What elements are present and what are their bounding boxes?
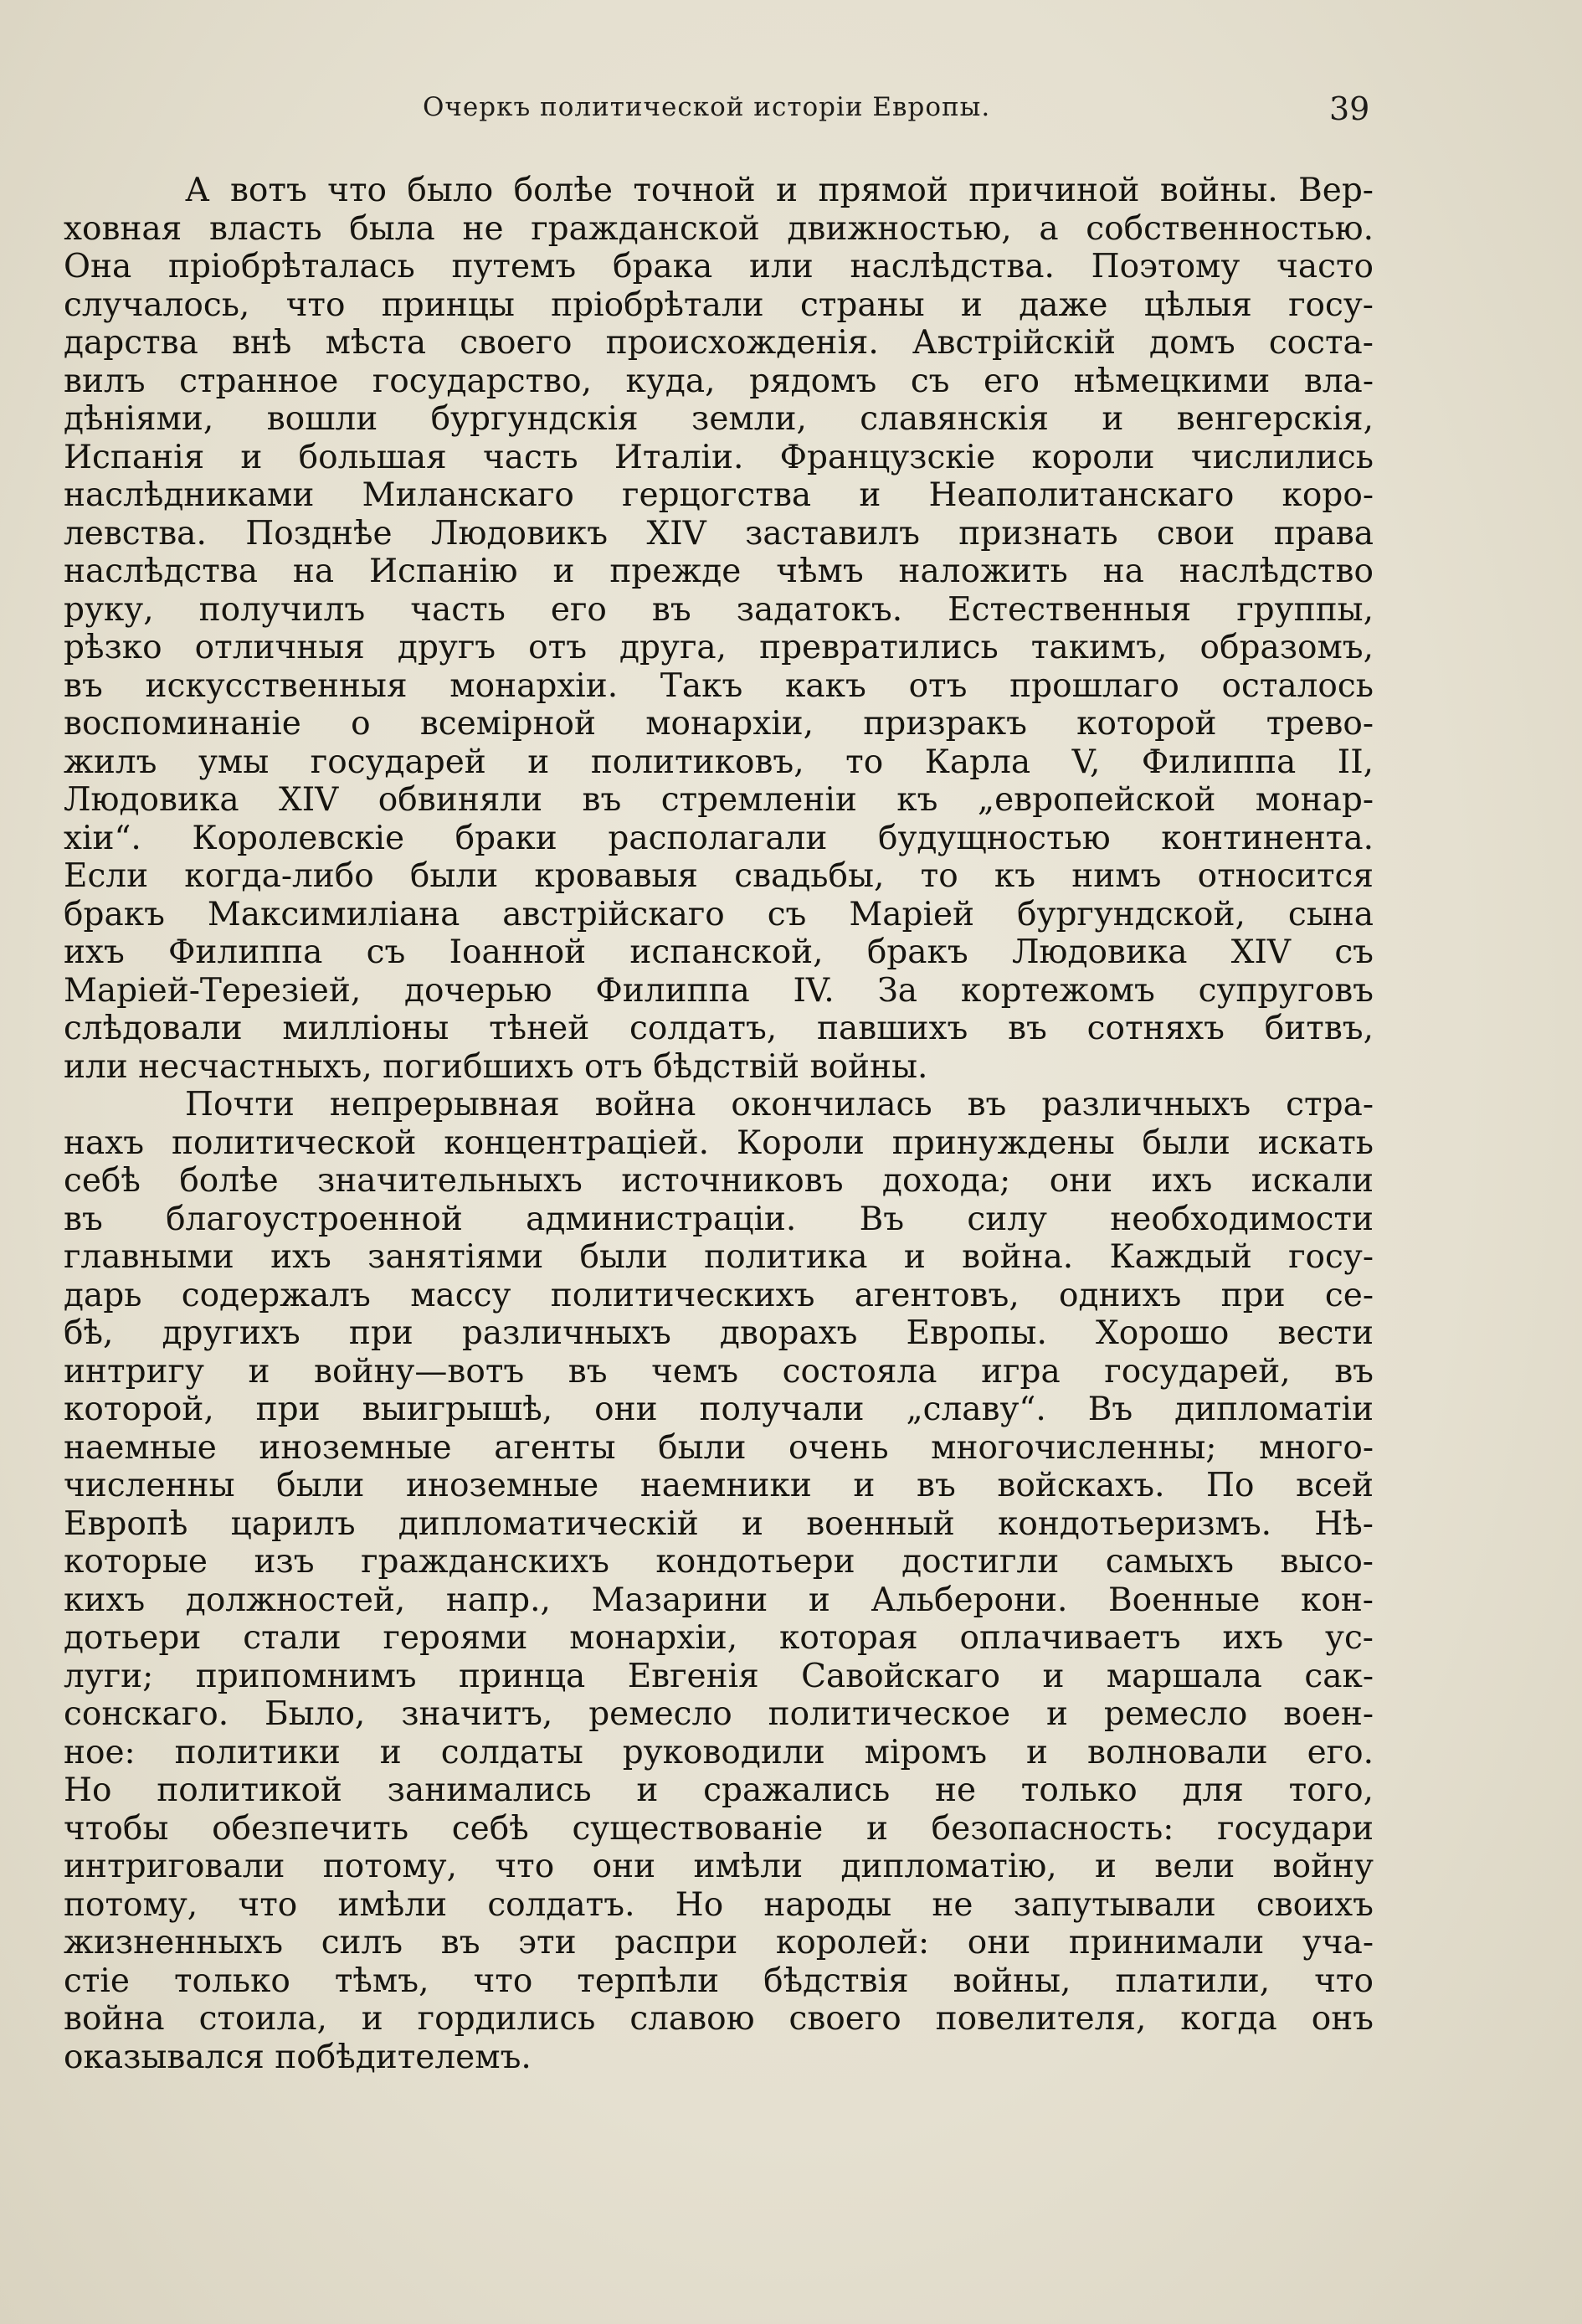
text-line: численны были иноземные наемники и въ войскахъ. По всей	[64, 1467, 1374, 1504]
text-line: интриговали потому, что они имѣли дипломатію, и вели войну	[64, 1848, 1374, 1885]
text-line: Она пріобрѣталась путемъ брака или наслѣдства. Поэтому часто	[64, 248, 1374, 285]
text-line: ное: политики и солдаты руководили міромъ и волновали его.	[64, 1733, 1374, 1771]
text-line: слѣдовали милліоны тѣней солдатъ, павшихъ въ сотняхъ битвъ,	[64, 1010, 1374, 1047]
text-line: жизненныхъ силъ въ эти распри королей: они принимали уча-	[64, 1924, 1374, 1962]
text-line: главными ихъ занятіями были политика и война. Каждый госу-	[64, 1238, 1374, 1276]
text-line: стіе только тѣмъ, что терпѣли бѣдствія войны, платили, что	[64, 1962, 1374, 2000]
text-line: наслѣдства на Испанію и прежде чѣмъ наложить на наслѣдство	[64, 553, 1374, 590]
text-line: оказывался побѣдителемъ.	[64, 2038, 532, 2076]
text-line: Но политикой занимались и сражались не только для того,	[64, 1771, 1374, 1809]
text-line: война стоила, и гордились славою своего повелителя, когда онъ	[64, 2000, 1374, 2038]
text-line: Маріей-Терезіей, дочерью Филиппа IV. За кортежомъ супруговъ	[64, 971, 1374, 1010]
text-line: Почти непрерывная война окончилась въ различныхъ стра-	[185, 1086, 1374, 1123]
text-line: хіи“. Королевскіе браки располагали будущностью континента.	[64, 819, 1374, 857]
text-line: себѣ болѣе значительныхъ источниковъ дохода; они ихъ искали	[64, 1162, 1374, 1200]
text-line: воспоминаніе о всемірной монархіи, призракъ которой трево-	[64, 705, 1374, 743]
text-line: дотьери стали героями монархіи, которая оплачиваетъ ихъ ус-	[64, 1619, 1374, 1657]
text-line: А вотъ что было болѣе точной и прямой причиной войны. Вер-	[185, 172, 1374, 209]
paragraph-2	[64, 1086, 1374, 2076]
text-line: Европѣ царилъ дипломатическій и военный кондотьеризмъ. Нѣ-	[64, 1504, 1374, 1543]
text-line: вилъ странное государство, куда, рядомъ съ его нѣмецкими вла-	[64, 362, 1374, 400]
text-line: Людовика XIV обвиняли въ стремленіи къ „европейской монар-	[64, 781, 1374, 819]
text-line: ихъ Филиппа съ Іоанной испанской, бракъ Людовика XIV съ	[64, 933, 1374, 971]
body-text	[64, 172, 1374, 2076]
text-line: Если когда-либо были кровавыя свадьбы, то къ нимъ относится	[64, 857, 1374, 895]
text-line: въ искусственныя монархіи. Такъ какъ отъ прошлаго осталось	[64, 666, 1374, 705]
running-title: Очеркъ политической исторіи Европы.	[423, 92, 991, 122]
text-line: бѣ, другихъ при различныхъ дворахъ Европы. Хорошо вести	[64, 1314, 1374, 1352]
text-line: или несчастныхъ, погибшихъ отъ бѣдствій войны.	[64, 1047, 928, 1086]
text-line: левства. Позднѣе Людовикъ XIV заставилъ признать свои права	[64, 514, 1374, 553]
text-line: бракъ Максимиліана австрійскаго съ Маріей бургундской, сына	[64, 895, 1374, 933]
text-line: дарства внѣ мѣста своего происхожденія. Австрійскій домъ соста-	[64, 324, 1374, 362]
paragraph-1	[64, 172, 1374, 1086]
text-line: Испанія и большая часть Италіи. Французскіе короли числились	[64, 438, 1374, 476]
text-line: кихъ должностей, напр., Мазарини и Альберони. Военные кон-	[64, 1581, 1374, 1619]
text-line: руку, получилъ часть его въ задатокъ. Естественныя группы,	[64, 590, 1374, 629]
running-header	[0, 82, 1582, 132]
text-line: наслѣдниками Миланскаго герцогства и Неаполитанскаго коро-	[64, 476, 1374, 514]
text-line: чтобы обезпечить себѣ существованіе и безопасность: государи	[64, 1809, 1374, 1848]
page-number: 39	[1329, 90, 1370, 127]
text-line: дарь содержалъ массу политическихъ агентовъ, однихъ при се-	[64, 1276, 1374, 1314]
text-line: дѣніями, вошли бургундскія земли, славянскія и венгерскія,	[64, 400, 1374, 438]
text-line: интригу и войну—вотъ въ чемъ состояла игра государей, въ	[64, 1352, 1374, 1391]
text-line: въ благоустроенной администраціи. Въ силу необходимости	[64, 1200, 1374, 1238]
text-line: которой, при выигрышѣ, они получали „славу“. Въ дипломатіи	[64, 1391, 1374, 1428]
text-line: рѣзко отличныя другъ отъ друга, превратились такимъ, образомъ,	[64, 629, 1374, 666]
text-line: жилъ умы государей и политиковъ, то Карла V, Филиппа II,	[64, 743, 1374, 781]
text-line: ховная власть была не гражданской движностью, а собственностью.	[64, 209, 1374, 248]
text-line: нахъ политической концентраціей. Короли принуждены были искать	[64, 1123, 1374, 1162]
text-line: которые изъ гражданскихъ кондотьери достигли самыхъ высо-	[64, 1543, 1374, 1581]
text-line: наемные иноземные агенты были очень многочисленны; много-	[64, 1428, 1374, 1467]
text-line: потому, что имѣли солдатъ. Но народы не запутывали своихъ	[64, 1885, 1374, 1924]
text-line: случалось, что принцы пріобрѣтали страны и даже цѣлыя госу-	[64, 285, 1374, 324]
text-line: луги; припомнимъ принца Евгенія Савойскаго и маршала сак-	[64, 1657, 1374, 1695]
text-line: сонскаго. Было, значитъ, ремесло политическое и ремесло воен-	[64, 1695, 1374, 1733]
